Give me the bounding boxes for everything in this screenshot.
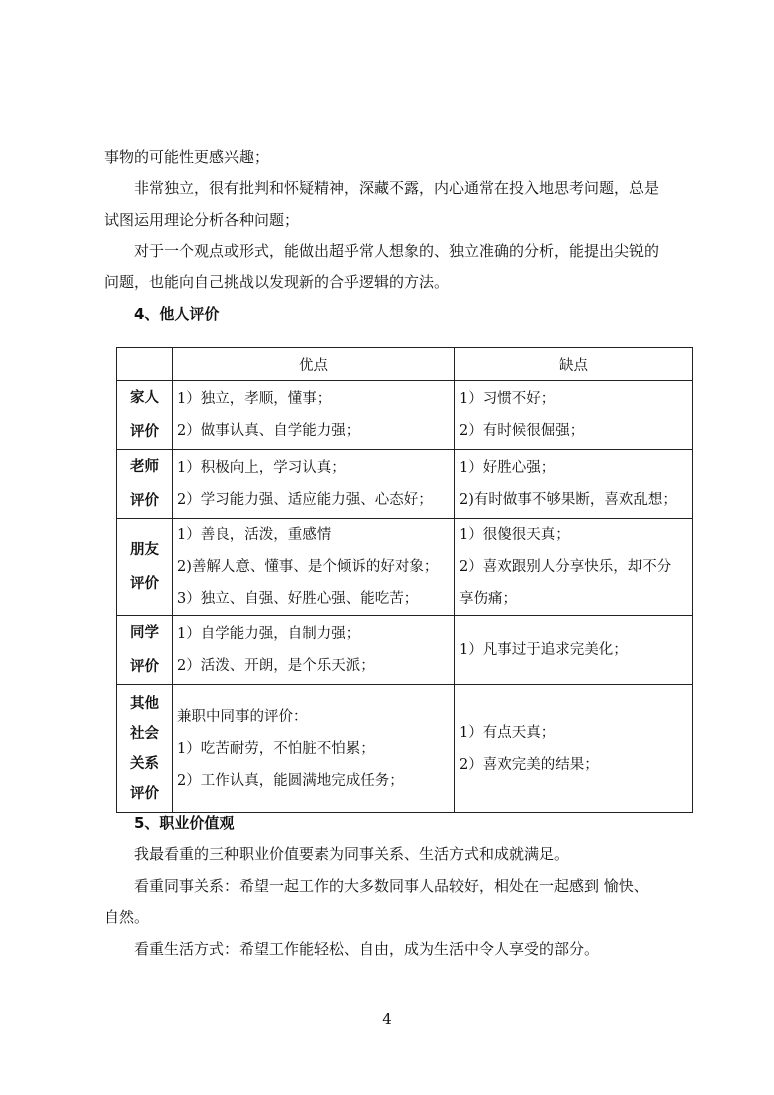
pros-cell — [173, 685, 455, 813]
pros-item: 3）独立、自强、好胜心强、能吃苦； — [177, 591, 419, 607]
row-label-line: 其他 — [130, 695, 159, 712]
pros-cell — [173, 381, 455, 450]
cons-item: 1）习惯不好； — [459, 391, 556, 407]
row-label — [117, 519, 173, 616]
row-label-line: 评价 — [130, 659, 159, 675]
cons-item: 2)有时做事不够果断，喜欢乱想； — [459, 492, 677, 508]
cons-cell — [455, 685, 693, 813]
section4-heading: 4、他人评价 — [134, 305, 220, 323]
intro-p1-line1: 事物的可能性更感兴趣； — [104, 148, 270, 166]
cons-cell — [455, 616, 693, 685]
section5-heading: 5、职业价值观 — [134, 814, 235, 832]
row-label-line: 社会 — [130, 725, 159, 742]
pros-item: 1）善良，活泼，重感情 — [177, 527, 332, 543]
cons-item: 1）很傻很天真； — [459, 527, 570, 543]
row-label — [117, 685, 173, 813]
cons-item: 1）好胜心强； — [459, 460, 556, 476]
pros-item: 2）做事认真、自学能力强； — [177, 423, 361, 439]
pros-item: 兼职中同事的评价： — [177, 708, 308, 725]
section5-p1: 我最看重的三种职业价值要素为同事关系、生活方式和成就满足。 — [134, 845, 570, 863]
table-row — [117, 685, 693, 813]
row-label-line: 老师 — [130, 459, 159, 475]
cons-item: 1）有点天真； — [459, 724, 556, 741]
evaluation-table — [116, 347, 693, 813]
cons-cell — [455, 381, 693, 450]
section5-p3: 看重生活方式：希望工作能轻松、自由，成为生活中令人享受的部分。 — [134, 940, 600, 958]
row-label-line: 评价 — [130, 576, 159, 592]
pros-item: 2)善解人意、懂事、是个倾诉的好对象； — [177, 559, 439, 575]
table-header-row — [117, 348, 693, 381]
pros-item: 1）积极向上，学习认真； — [177, 460, 346, 476]
cons-item: 2）喜欢跟别人分享快乐，却不分 — [459, 559, 672, 575]
row-label — [117, 450, 173, 519]
pros-item: 1）独立，孝顺，懂事； — [177, 391, 332, 407]
table-row — [117, 450, 693, 519]
cons-cell — [455, 519, 693, 616]
row-label-line: 评价 — [130, 493, 159, 509]
row-label-line: 家人 — [130, 390, 159, 406]
pros-cell — [173, 519, 455, 616]
cons-item: 享伤痛； — [459, 591, 517, 607]
row-label-line: 同学 — [130, 625, 159, 641]
pros-cell — [173, 616, 455, 685]
pros-item: 1）吃苦耐劳，不怕脏不怕累； — [177, 740, 375, 757]
cons-cell — [455, 450, 693, 519]
page-number: 4 — [382, 1010, 392, 1028]
cons-item: 2）有时候很倔强； — [459, 423, 585, 439]
header-pros: 优点 — [173, 348, 455, 381]
intro-p3-line1: 对于一个观点或形式，能做出超乎常人想象的、独立准确的分析，能提出尖锐的 — [134, 242, 660, 260]
section5-p2-line1: 看重同事关系：希望一起工作的大多数同事人品较好，相处在一起感到 愉快、 — [134, 877, 649, 895]
pros-cell — [173, 450, 455, 519]
pros-item: 2）学习能力强、适应能力强、心态好； — [177, 492, 433, 508]
row-label-line: 朋友 — [130, 542, 159, 558]
table-row — [117, 381, 693, 450]
table-row — [117, 519, 693, 616]
table-row — [117, 616, 693, 685]
row-label — [117, 616, 173, 685]
intro-p2-line2: 试图运用理论分析各种问题； — [104, 211, 300, 229]
section5-p2-line2: 自然。 — [104, 908, 150, 926]
header-cons: 缺点 — [455, 348, 693, 381]
pros-item: 1）自学能力强，自制力强； — [177, 626, 361, 642]
cons-item: 1）凡事过于追求完美化； — [459, 642, 628, 658]
intro-p2-line1: 非常独立，很有批判和怀疑精神，深藏不露，内心通常在投入地思考问题，总是 — [134, 179, 660, 197]
row-label-line: 关系 — [130, 755, 159, 772]
header-empty — [117, 348, 173, 381]
pros-item: 2）工作认真，能圆满地完成任务； — [177, 772, 404, 789]
row-label — [117, 381, 173, 450]
pros-item: 2）活泼、开朗，是个乐天派； — [177, 658, 375, 674]
cons-item: 2）喜欢完美的结果； — [459, 756, 599, 773]
intro-p3-line2: 问题，也能向自己挑战以发现新的合乎逻辑的方法。 — [104, 273, 450, 291]
row-label-line: 评价 — [130, 785, 159, 802]
row-label-line: 评价 — [130, 424, 159, 440]
